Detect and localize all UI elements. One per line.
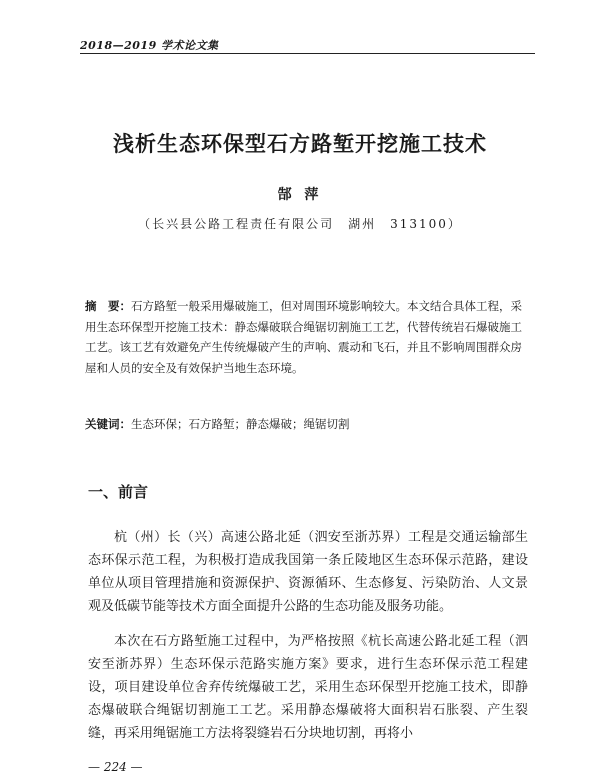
abstract-label: 摘 要： [85,299,131,313]
author-affiliation: （长兴县公路工程责任有限公司 湖州 313100） [138,217,462,231]
body-paragraph: 杭（州）长（兴）高速公路北延（泗安至浙苏界）工程是交通运输部生态环保示范工程，为积极打造成我国第一条丘陵地区生态环保示范路，建设单位从项目管理措施和资源保护、资源循环、生态修复、污染防治、人文景观及低碳节能等技术方面全面提升公路的生态功能及服务功能。 [88,530,528,614]
keywords-text: 生态环保；石方路堑；静态爆破；绳锯切割 [131,417,350,431]
section-heading: 一、前言 [88,483,149,501]
keywords-label: 关键词： [85,417,131,431]
author-name: 郜 萍 [277,187,323,203]
header-divider [80,53,535,54]
paper-title: 浅析生态环保型石方路堑开挖施工技术 [113,131,487,156]
running-header: 2018—2019 学术论文集 [80,39,219,52]
body-paragraph: 本次在石方路堑施工过程中，为严格按照《杭长高速公路北延工程（泗安至浙苏界）生态环保示范路实施方案》要求，进行生态环保示范工程建设，项目建设单位舍弃传统爆破工艺，采用生态环保型开挖施工技术，即静态爆破联合绳锯切割施工工艺。采用静态爆破将大面积岩石胀裂、产生裂缝，再采用绳锯施工方法将裂缝岩石分块地切割，再将小 [88,634,528,741]
keywords [85,416,525,432]
page-number: — 224 — [88,760,143,774]
abstract-text: 石方路堑一般采用爆破施工，但对周围环境影响较大。本文结合具体工程，采用生态环保型开挖施工技术：静态爆破联合绳锯切割施工工艺，代替传统岩石爆破施工工艺。该工艺有效避免产生传统爆破产生的声响、震动和飞石，并且不影响周围群众房屋和人员的安全及有效保护当地生态环境。 [85,299,522,375]
abstract [85,296,525,378]
